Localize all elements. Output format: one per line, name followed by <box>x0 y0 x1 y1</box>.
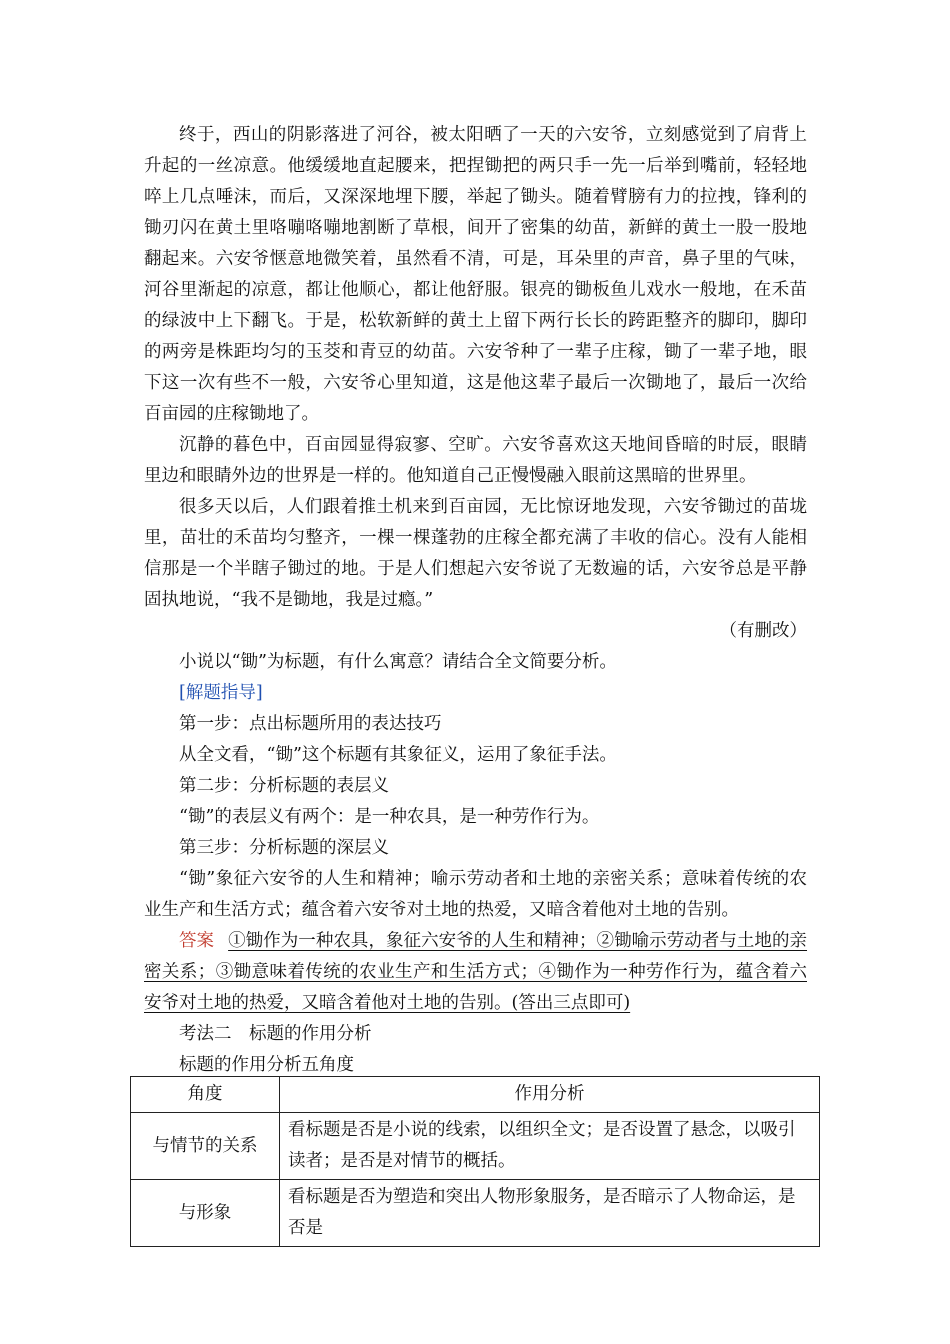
table-row <box>131 1180 820 1247</box>
source-note: （有删改） <box>719 621 807 641</box>
answer-text: ①锄作为一种农具，象征六安爷的人生和精神；②锄喻示劳动者与土地的亲密关系；③锄意味着传统的农业生产和生活方式；④锄作为一种劳作行为，蕴含着六安爷对土地的热爱，又暗含着他对土地的告别。(答出三点即可) <box>144 931 808 1013</box>
table-cell-angle: 与情节的关系 <box>131 1113 280 1180</box>
paragraph-1: 终于，西山的阴影落进了河谷，被太阳晒了一天的六安爷，立刻感觉到了肩背上升起的一丝凉意。他缓缓地直起腰来，把捏锄把的两只手一先一后举到嘴前，轻轻地啐上几点唾沫，而后，又深深地埋下腰，举起了锄头。随着臂膀有力的拉拽，锋利的锄刃闪在黄土里咯嘣咯嘣地割断了草根，间开了密集的幼苗，新鲜的黄土一股一股地翻起来。六安爷惬意地微笑着，虽然看不清，可是，耳朵里的声音，鼻子里的气味，河谷里渐起的凉意，都让他顺心，都让他舒服。银亮的锄板鱼儿戏水一般地，在禾苗的绿波中上下翻飞。于是，松软新鲜的黄土上留下两行长长的跨距整齐的脚印，脚印的两旁是株距均匀的玉茭和青豆的幼苗。六安爷种了一辈子庄稼，锄了一辈子地，眼下这一次有些不一般，六安爷心里知道，这是他这辈子最后一次锄地了，最后一次给百亩园的庄稼锄地了。 <box>144 125 807 424</box>
document-body <box>144 120 807 1081</box>
step-1-title: 第一步：点出标题所用的表达技巧 <box>179 714 442 734</box>
step-3-text: “锄”象征六安爷的人生和精神；喻示劳动者和土地的亲密关系；意味着传统的农业生产和生活方式；蕴含着六安爷对土地的热爱，又暗含着他对土地的告别。 <box>144 869 807 920</box>
table-header-analysis: 作用分析 <box>280 1077 820 1113</box>
step-2-title: 第二步：分析标题的表层义 <box>179 776 389 796</box>
table-header-angle: 角度 <box>131 1077 280 1113</box>
table-header-row <box>131 1077 820 1113</box>
paragraph-2: 沉静的暮色中，百亩园显得寂寥、空旷。六安爷喜欢这天地间昏暗的时辰，眼睛里边和眼睛外边的世界是一样的。他知道自己正慢慢融入眼前这黑暗的世界里。 <box>144 435 807 486</box>
step-3-title: 第三步：分析标题的深层义 <box>179 838 389 858</box>
table-cell-angle: 与形象 <box>131 1180 280 1247</box>
table-cell-analysis: 看标题是否是小说的线索，以组织全文；是否设置了悬念，以吸引读者；是否是对情节的概括。 <box>280 1113 820 1180</box>
angle-table <box>130 1076 820 1247</box>
table-row <box>131 1113 820 1180</box>
answer-label: 答案 <box>179 931 215 951</box>
guide-header: [解题指导] <box>179 683 263 703</box>
question: 小说以“锄”为标题，有什么寓意？请结合全文简要分析。 <box>179 652 617 672</box>
method-title: 考法二 标题的作用分析 <box>179 1024 372 1044</box>
table-caption: 标题的作用分析五角度 <box>179 1055 354 1075</box>
step-1-text: 从全文看，“锄”这个标题有其象征义，运用了象征手法。 <box>179 745 617 765</box>
paragraph-3: 很多天以后，人们跟着推土机来到百亩园，无比惊讶地发现，六安爷锄过的苗垅里，苗壮的禾苗均匀整齐，一棵一棵蓬勃的庄稼全都充满了丰收的信心。没有人能相信那是一个半瞎子锄过的地。于是人们想起六安爷说了无数遍的话，六安爷总是平静固执地说，“我不是锄地，我是过瘾。” <box>144 497 807 610</box>
table-cell-analysis: 看标题是否为塑造和突出人物形象服务，是否暗示了人物命运，是否是 <box>280 1180 820 1247</box>
answer <box>144 926 807 1019</box>
step-2-text: “锄”的表层义有两个：是一种农具，是一种劳作行为。 <box>179 807 600 827</box>
